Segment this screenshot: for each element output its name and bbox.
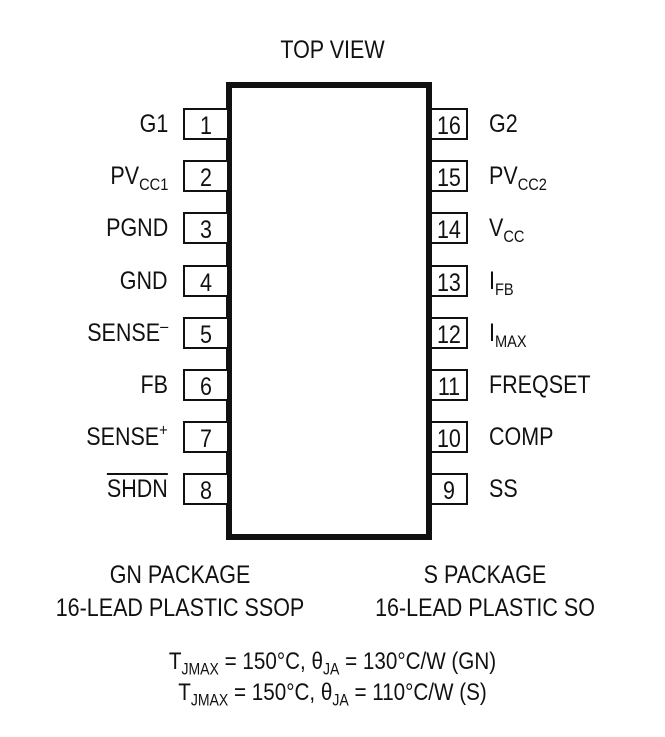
pin-number: 3 <box>200 216 212 245</box>
pin-number-box <box>183 212 227 244</box>
note-t: T <box>168 648 182 675</box>
pin-number: 16 <box>437 112 461 140</box>
pin-label <box>86 420 168 452</box>
note-theta: θ <box>311 648 323 675</box>
pin-label <box>110 162 168 195</box>
pin-number: 4 <box>200 268 212 297</box>
pin-number: 5 <box>200 320 212 349</box>
pin-name-subscript: CC2 <box>517 175 547 195</box>
pin-label <box>489 112 518 137</box>
note-mid: = 150°C, <box>228 679 321 706</box>
pin-number-box <box>432 265 468 297</box>
thermal-note-gn <box>47 648 619 679</box>
pin-name: I <box>489 318 495 347</box>
pin-label <box>489 266 514 299</box>
pin-name-subscript: CC <box>503 227 525 247</box>
pin-number-box <box>183 317 227 349</box>
s-package-desc: 16-LEAD PLASTIC SO <box>375 594 595 622</box>
pin-number-box <box>183 108 227 140</box>
pin-number: 6 <box>200 373 212 401</box>
pin-name-superscript: – <box>159 316 168 336</box>
pin-name-superscript: + <box>159 420 168 440</box>
pin-name: SENSE <box>86 318 160 347</box>
pin-number: 9 <box>443 477 455 506</box>
pin-label <box>107 477 168 502</box>
pin-label <box>489 373 591 398</box>
pin-number: 2 <box>200 164 212 193</box>
note-rest: = 110°C/W (S) <box>348 679 487 706</box>
pin-name: GND <box>120 266 168 295</box>
pin-number: 11 <box>437 373 461 401</box>
pin-name: SENSE <box>86 423 160 452</box>
pin-number: 7 <box>200 425 212 454</box>
pin-label <box>489 477 518 502</box>
pin-label <box>489 318 527 351</box>
pin-number: 1 <box>200 112 212 140</box>
pin-name: I <box>489 266 495 295</box>
pin-number-box <box>183 421 227 453</box>
pin-name-subscript: CC1 <box>138 175 168 195</box>
note-theta-sub: JA <box>322 660 340 679</box>
pin-name: PGND <box>105 214 168 243</box>
note-mid: = 150°C, <box>218 648 312 675</box>
pin-label <box>139 112 168 137</box>
note-theta-sub: JA <box>332 691 349 710</box>
note-rest: = 130°C/W (GN) <box>339 648 497 675</box>
gn-package-desc: 16-LEAD PLASTIC SSOP <box>55 594 305 622</box>
pin-number: 15 <box>437 164 461 193</box>
pin-name: FREQSET <box>489 371 591 399</box>
pin-name-subscript: FB <box>494 279 514 299</box>
pin-number: 8 <box>200 477 212 506</box>
pin-number-box <box>432 421 468 453</box>
pin-number-box <box>432 160 468 192</box>
pin-number: 10 <box>437 425 461 454</box>
pin-number-box <box>432 108 468 140</box>
pin-number: 13 <box>437 268 461 297</box>
pin-label <box>489 162 547 195</box>
pin-label <box>489 425 554 450</box>
pin-number-box <box>183 265 227 297</box>
diagram-title: TOP VIEW <box>280 36 385 64</box>
pin-number-box <box>432 369 468 401</box>
thermal-note-s <box>47 679 619 710</box>
pin-name: V <box>489 214 504 243</box>
pin-label <box>489 214 525 247</box>
s-package-label: S PACKAGE <box>423 561 547 589</box>
pin-name: PV <box>110 162 139 191</box>
pin-label <box>141 373 168 398</box>
pin-label <box>106 216 168 241</box>
pin-name: FB <box>140 371 168 399</box>
ic-package-body <box>226 82 432 540</box>
note-theta: θ <box>320 679 333 706</box>
pin-number: 12 <box>437 320 461 349</box>
pin-number-box <box>432 212 468 244</box>
note-t-sub: JMAX <box>181 660 219 679</box>
pin-name: SHDN <box>107 475 168 504</box>
pin-number-box <box>183 369 227 401</box>
note-t: T <box>178 679 191 706</box>
pin-number-box <box>183 473 227 505</box>
pin-name: G2 <box>489 110 518 138</box>
pin-name: SS <box>489 475 518 504</box>
note-t-sub: JMAX <box>190 691 229 710</box>
pin-label <box>120 266 168 295</box>
pin-name-subscript: MAX <box>494 331 527 351</box>
pin-number: 14 <box>437 216 461 245</box>
pin-number-box <box>183 160 227 192</box>
pin-name: COMP <box>489 423 554 452</box>
pin-number-box <box>432 317 468 349</box>
pin-name: PV <box>489 162 518 191</box>
pin-name: G1 <box>139 110 168 138</box>
gn-package-label: GN PACKAGE <box>109 561 251 589</box>
pin-number-box <box>432 473 468 505</box>
pin-label <box>86 316 168 347</box>
